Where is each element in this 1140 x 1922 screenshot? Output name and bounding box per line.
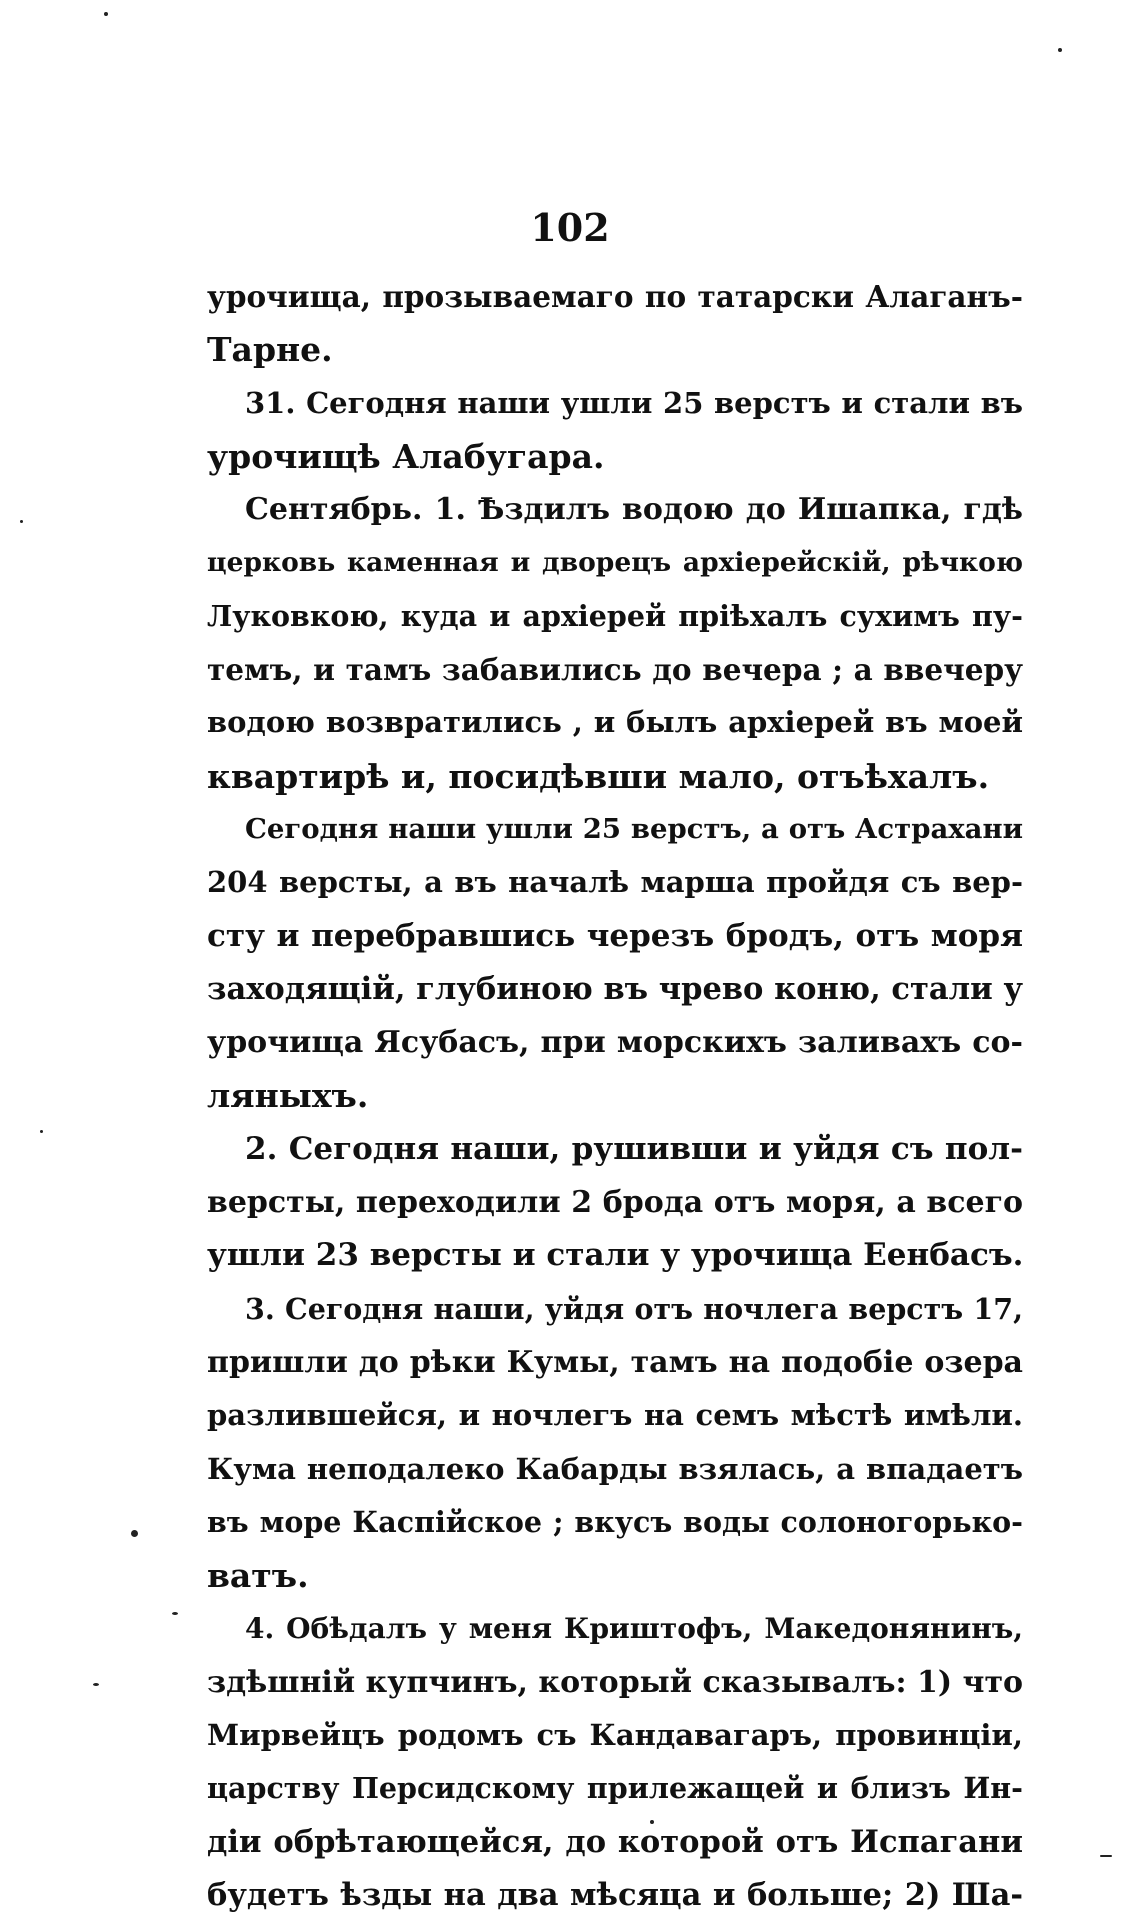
text-line: 204 версты, а въ началѣ марша пройдя съ вер-	[207, 865, 1023, 900]
text-line: діи обрѣтающейся, до которой отъ Испагани	[207, 1823, 1023, 1860]
text-line: въ море Каспійское ; вкусъ воды солоногорько-	[207, 1504, 1023, 1539]
text-line: Луковкою, куда и архіерей пріѣхалъ сухимъ пу-	[207, 598, 1023, 633]
text-line: 4. Обѣдалъ у меня Криштофъ, Македонянинъ,	[245, 1612, 1023, 1646]
scan-speck	[40, 1130, 43, 1133]
text-line: 2. Сегодня наши, рушивши и уйдя съ пол-	[245, 1130, 1023, 1167]
scan-speck	[93, 1683, 99, 1686]
text-line: церковь каменная и дворецъ архіерейскій, рѣчкою	[207, 547, 1023, 579]
text-line: заходящій, глубиною въ чрево коню, стали у	[207, 970, 1023, 1007]
text-line: Сегодня наши ушли 25 верстъ, а отъ Астрахани	[245, 812, 1023, 845]
text-line: Тарне.	[207, 330, 333, 370]
text-line: 31. Сегодня наши ушли 25 верстъ и стали въ	[245, 385, 1023, 420]
body-text	[207, 270, 1023, 1922]
text-line: ляныхъ.	[207, 1076, 369, 1116]
text-line: ушли 23 версты и стали у урочища Еенбасъ.	[207, 1237, 1024, 1274]
scan-speck	[131, 1530, 138, 1537]
text-line: урочища Ясубасъ, при морскихъ заливахъ со-	[207, 1025, 1023, 1061]
scan-speck	[172, 1612, 178, 1615]
text-line: Мирвейцъ родомъ съ Кандавагаръ, провинціи,	[207, 1718, 1023, 1753]
text-line: ватъ.	[207, 1556, 309, 1596]
text-line: будетъ ѣзды на два мѣсяца и больше; 2) Ша-	[207, 1876, 1023, 1913]
text-line: пришли до рѣки Кумы, тамъ на подобіе озера	[207, 1344, 1023, 1380]
text-line: здѣшній купчинъ, который сказывалъ: 1) что	[207, 1664, 1024, 1700]
text-line: квартирѣ и, посидѣвши мало, отъѣхалъ.	[207, 756, 990, 796]
scan-speck	[650, 1820, 654, 1824]
text-line: Сентябрь. 1. Ѣздилъ водою до Ишапка, гдѣ	[245, 492, 1023, 528]
text-line: темъ, и тамъ забавились до вечера ; а ввечеру	[207, 652, 1023, 688]
page-number: 102	[530, 205, 610, 250]
text-line: разлившейся, и ночлегъ на семъ мѣстѣ имѣли.	[207, 1398, 1023, 1433]
scan-speck	[1100, 1855, 1112, 1857]
text-line: урочища, прозываемаго по татарски Алаганъ-	[207, 279, 1023, 314]
scan-speck	[20, 520, 23, 523]
text-line: царству Персидскому прилежащей и близъ Ин-	[207, 1771, 1023, 1806]
text-line: 3. Сегодня наши, уйдя отъ ночлега верстъ 17,	[245, 1291, 1023, 1326]
text-line: Кума неподалеко Кабарды взялась, а впадаетъ	[207, 1451, 1023, 1486]
text-line: версты, переходили 2 брода отъ моря, а всего	[207, 1185, 1023, 1221]
scan-speck	[104, 12, 108, 16]
text-line: сту и перебравшись черезъ бродъ, отъ моря	[207, 917, 1023, 954]
scan-speck	[1058, 48, 1062, 52]
text-line: урочищѣ Алабугара.	[207, 436, 605, 476]
text-line: водою возвратились , и былъ архіерей въ моей	[207, 705, 1023, 740]
